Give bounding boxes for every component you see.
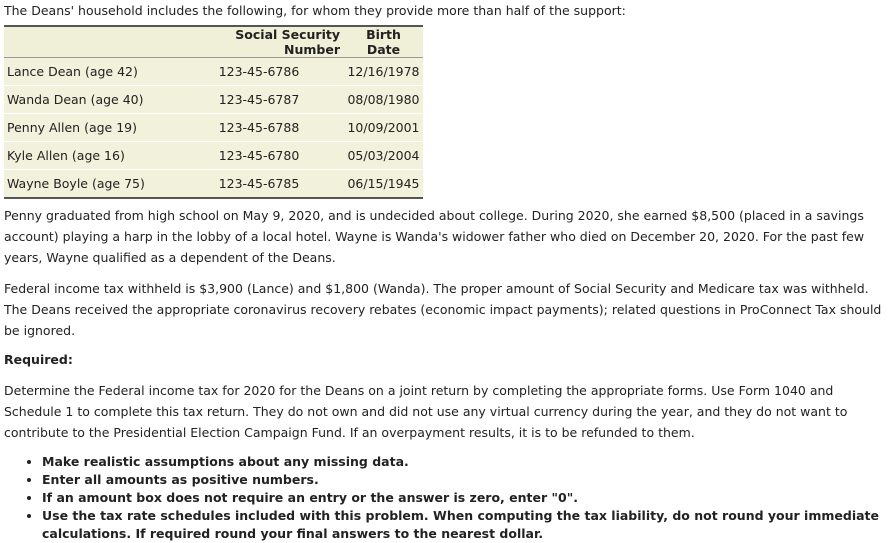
paragraph-withholding: Federal income tax withheld is $3,900 (Lance) and $1,800 (Wanda). The proper amount of Social Security and Medicare tax was withheld. The Deans received the appropriate coronavirus recovery rebates (economic impact payments); related questions in ProConnect Tax should be ignored.	[4, 281, 882, 338]
header-name	[4, 26, 174, 58]
table-row	[4, 142, 423, 170]
instructions-list	[4, 453, 890, 543]
header-ssn: Social Security Number	[174, 26, 344, 58]
table-header-row	[4, 26, 423, 58]
header-birth-date: Birth Date	[344, 26, 423, 58]
household-table	[4, 25, 423, 199]
paragraph-penny-wayne: Penny graduated from high school on May 9, 2020, and is undecided about college. During 2020, she earned $8,500 (placed in a savings account) playing a harp in the lobby of a local hotel. Wayne is Wanda's widower father who died on December 20, 2020. For the past few years, Wayne qualified as a dependent of the Deans.	[4, 208, 865, 265]
member-ssn: 123-45-6788	[174, 114, 344, 142]
member-name: Penny Allen (age 19)	[4, 114, 174, 142]
member-name: Kyle Allen (age 16)	[4, 142, 174, 170]
member-ssn: 123-45-6785	[174, 170, 344, 199]
required-heading: Required:	[4, 352, 73, 367]
member-birth-date: 10/09/2001	[344, 114, 423, 142]
table-row	[4, 86, 423, 114]
list-item: • If an amount box does not require an entry or the answer is zero, enter "0".	[42, 489, 890, 507]
member-ssn: 123-45-6787	[174, 86, 344, 114]
member-birth-date: 05/03/2004	[344, 142, 423, 170]
member-name: Wayne Boyle (age 75)	[4, 170, 174, 199]
paragraph-requirement: Determine the Federal income tax for 2020 for the Deans on a joint return by completing the appropriate forms. Use Form 1040 and Schedule 1 to complete this tax return. They do not own and did not use any virtual currency during the year, and they do not want to contribute to the Presidential Election Campaign Fund. If an overpayment results, it is to be refunded to them.	[4, 383, 848, 440]
member-birth-date: 06/15/1945	[344, 170, 423, 199]
member-birth-date: 08/08/1980	[344, 86, 423, 114]
table-row	[4, 58, 423, 86]
list-item: • Enter all amounts as positive numbers.	[42, 471, 890, 489]
member-name: Wanda Dean (age 40)	[4, 86, 174, 114]
intro-text: The Deans' household includes the following, for whom they provide more than half of the support:	[4, 3, 626, 18]
list-item: • Use the tax rate schedules included with this problem. When computing the tax liability, do not round your immediate calculations. If required round your final answers to the nearest dollar.	[42, 507, 890, 543]
member-birth-date: 12/16/1978	[344, 58, 423, 86]
member-name: Lance Dean (age 42)	[4, 58, 174, 86]
table-row	[4, 170, 423, 199]
member-ssn: 123-45-6786	[174, 58, 344, 86]
table-row	[4, 114, 423, 142]
list-item: • Make realistic assumptions about any missing data.	[42, 453, 890, 471]
member-ssn: 123-45-6780	[174, 142, 344, 170]
